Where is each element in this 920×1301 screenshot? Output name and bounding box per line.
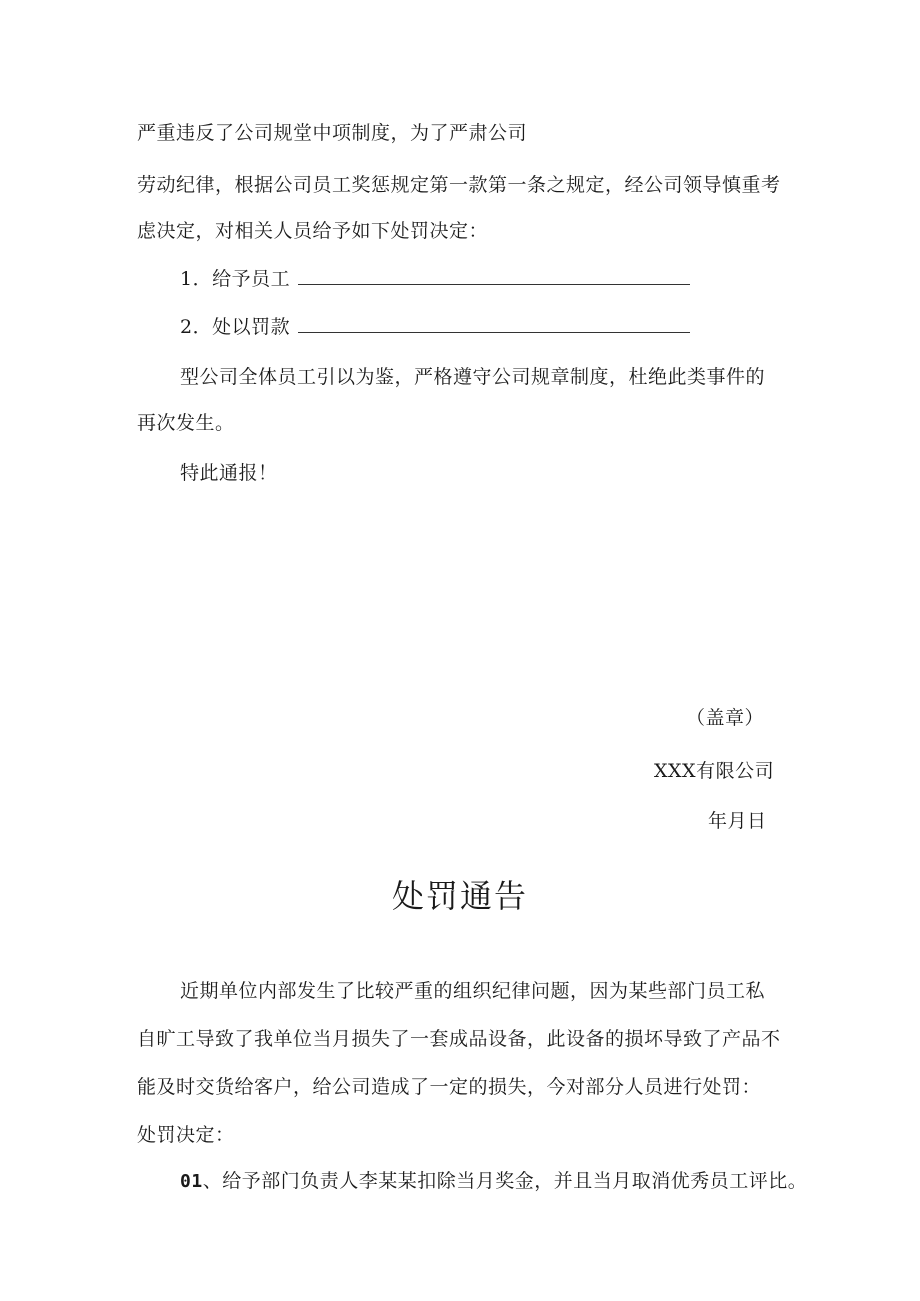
paragraph-line: 近期单位内部发生了比较严重的组织纪律问题，因为某些部门员工私	[180, 980, 766, 1002]
decision-number: 01	[180, 1171, 203, 1192]
paragraph-line: 劳动纪律，根据公司员工奖惩规定第一款第一条之规定，经公司领导慎重考	[137, 174, 781, 196]
employee-blank-line	[298, 270, 690, 285]
paragraph-line: 自旷工导致了我单位当月损失了一套成品设备，此设备的损坏导致了产品不	[137, 1028, 781, 1050]
notice-title: 处罚通告	[391, 877, 528, 915]
decision-item-1	[180, 1168, 807, 1195]
punishment-item-2	[180, 314, 690, 340]
decision-label: 处罚决定：	[137, 1124, 235, 1146]
closing-text: 特此通报！	[180, 462, 278, 484]
paragraph-line: 严重违反了公司规堂中项制度，为了严肃公司	[137, 122, 528, 144]
paragraph-line: 能及时交货给客户，给公司造成了一定的损失，今对部分人员进行处罚：	[137, 1076, 762, 1098]
fine-blank-line	[298, 318, 690, 333]
paragraph-line: 型公司全体员工引以为鉴，严格遵守公司规章制度，杜绝此类事件的	[180, 366, 766, 388]
stamp-label: （盖章）	[686, 707, 765, 729]
paragraph-line: 虑决定，对相关人员给予如下处罚决定：	[137, 220, 489, 242]
item-label: 1．给予员工	[180, 268, 291, 290]
punishment-item-1	[180, 266, 690, 292]
date-line: 年月日	[708, 810, 767, 832]
decision-text: 、给予部门负责人李某某扣除当月奖金，并且当月取消优秀员工评比。	[202, 1170, 808, 1192]
company-name: XXX有限公司	[654, 760, 775, 782]
paragraph-line: 再次发生。	[137, 412, 235, 434]
item-label: 2．处以罚款	[180, 316, 291, 338]
